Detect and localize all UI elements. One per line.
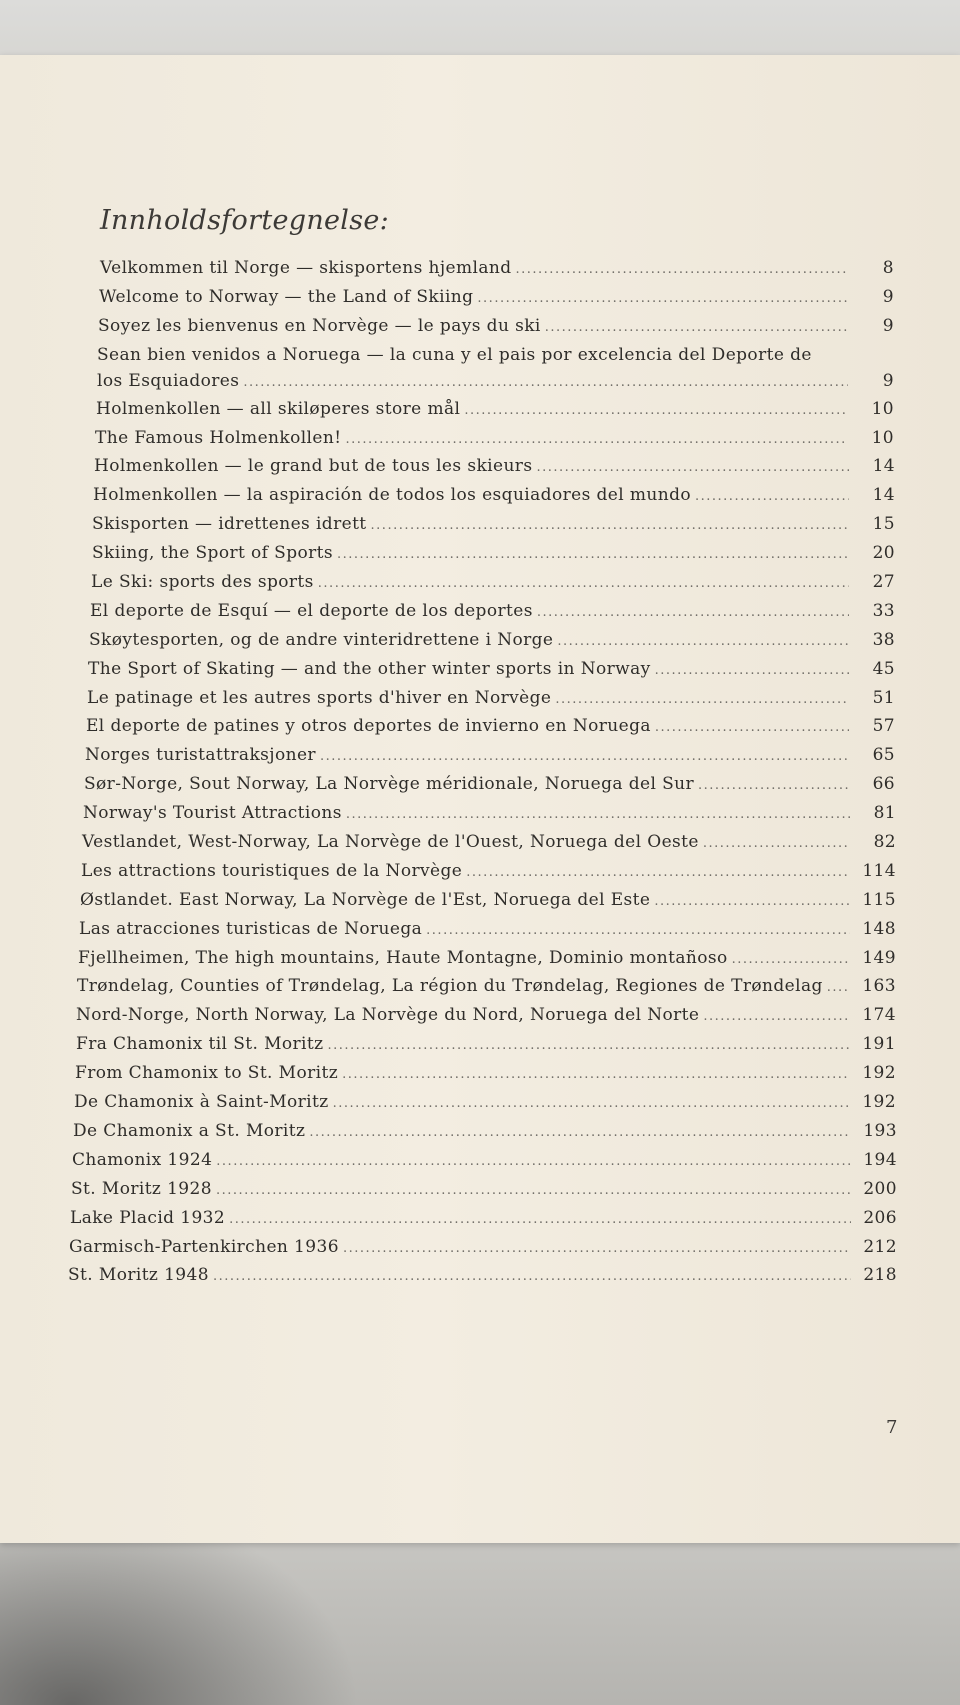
- toc-entry-label: Chamonix 1924: [72, 1149, 213, 1170]
- toc-entry-page: 10: [871, 398, 894, 419]
- toc-entry-page: 192: [862, 1063, 896, 1084]
- toc-entry-page: 193: [863, 1120, 897, 1141]
- toc-entry: [0, 948, 960, 977]
- toc-entry: [0, 1092, 960, 1121]
- toc-entry-page: 82: [873, 832, 896, 853]
- leader-dots: [346, 807, 850, 822]
- toc-entry: [0, 1179, 960, 1208]
- leader-dots: [466, 865, 850, 880]
- toc-entry-page: 65: [872, 745, 895, 766]
- toc-entry-label: Lake Placid 1932: [70, 1207, 226, 1228]
- toc-entry: [0, 485, 960, 514]
- leader-dots: [555, 692, 849, 707]
- leader-dots: [213, 1269, 851, 1284]
- toc-entry: [0, 1208, 960, 1237]
- toc-entry: [0, 919, 960, 948]
- leader-dots: [655, 663, 849, 678]
- toc-entry-label: Fjellheimen, The high mountains, Haute Montagne, Dominio montañoso: [78, 947, 728, 968]
- toc-entry-page: 9: [882, 370, 894, 391]
- toc-entry-page: 191: [862, 1034, 896, 1055]
- toc-entry-label: St. Moritz 1948: [68, 1265, 209, 1286]
- toc-entry-page: 194: [863, 1149, 897, 1170]
- toc-entry: [0, 1150, 960, 1179]
- leader-dots: [309, 1125, 851, 1140]
- leader-dots: [216, 1183, 851, 1198]
- toc-entry: [0, 514, 960, 543]
- leader-dots: [827, 980, 850, 995]
- book-page: [0, 55, 960, 1543]
- leader-dots: [345, 432, 848, 447]
- toc-entry-page: 33: [872, 600, 895, 621]
- toc-entry: [0, 745, 960, 774]
- toc-entry-label: Velkommen til Norge — skisportens hjemland: [100, 258, 512, 278]
- toc-entry-page: 192: [862, 1092, 896, 1113]
- toc-entry: [0, 716, 960, 745]
- table-of-contents: [0, 258, 960, 1294]
- leader-dots: [477, 291, 848, 306]
- toc-entry-page: 200: [863, 1178, 897, 1199]
- toc-entry-page: 57: [872, 716, 895, 737]
- toc-entry-page: 51: [872, 687, 895, 708]
- leader-dots: [654, 894, 850, 909]
- toc-entry-page: 27: [872, 572, 895, 593]
- leader-dots: [243, 375, 848, 390]
- toc-entry-label: Sean bien venidos a Noruega — la cuna y el pais por excelencia del Deporte de: [97, 344, 812, 365]
- toc-entry-label: Norges turistattraksjoner: [85, 745, 316, 766]
- toc-entry-page: 10: [871, 427, 894, 448]
- toc-entry-label: Skiing, the Sport of Sports: [92, 543, 334, 564]
- toc-entry: [0, 1034, 960, 1063]
- toc-entry-page: 20: [872, 543, 895, 564]
- toc-entry-label: Le patinage et les autres sports d'hiver en Norvège: [87, 687, 552, 708]
- toc-entry: [0, 630, 960, 659]
- toc-entry-page: 8: [882, 258, 894, 278]
- toc-entry-label: Holmenkollen — le grand but de tous les skieurs: [94, 456, 533, 477]
- toc-entry-page: 81: [873, 803, 896, 824]
- toc-entry-label-continued: los Esquiadores: [97, 370, 240, 391]
- toc-entry-label: From Chamonix to St. Moritz: [75, 1063, 339, 1084]
- toc-entry-label: Nord-Norge, North Norway, La Norvège du Nord, Noruega del Norte: [76, 1005, 700, 1026]
- leader-dots: [327, 1038, 850, 1053]
- toc-entry-page: 66: [872, 774, 895, 795]
- toc-entry: [0, 543, 960, 572]
- leader-dots: [426, 923, 850, 938]
- leader-dots: [318, 576, 849, 591]
- toc-entry-label: St. Moritz 1928: [71, 1178, 212, 1199]
- leader-dots: [536, 460, 849, 475]
- toc-entry-page: 9: [882, 286, 894, 307]
- toc-entry-page: 115: [862, 889, 896, 910]
- toc-entry-label: Vestlandet, West-Norway, La Norvège de l'Ouest, Noruega del Oeste: [82, 832, 699, 853]
- leader-dots: [229, 1212, 851, 1227]
- toc-entry-label: Holmenkollen — all skiløperes store mål: [96, 398, 461, 419]
- toc-entry: [0, 258, 960, 287]
- leader-dots: [343, 1241, 851, 1256]
- toc-entry-label: Les attractions touristiques de la Norvège: [81, 860, 463, 881]
- toc-entry: [0, 1063, 960, 1092]
- toc-entry: [0, 1265, 960, 1294]
- page-number: 7: [886, 1417, 898, 1438]
- leader-dots: [516, 262, 848, 277]
- toc-entry-page: 174: [862, 1005, 896, 1026]
- toc-entry: [0, 572, 960, 601]
- toc-entry-page: 114: [862, 860, 896, 881]
- toc-entry-label: Østlandet. East Norway, La Norvège de l'Est, Noruega del Este: [80, 889, 651, 910]
- toc-entry: [0, 803, 960, 832]
- toc-entry-label: El deporte de patines y otros deportes de invierno en Noruega: [86, 716, 651, 737]
- leader-dots: [371, 518, 849, 533]
- leader-dots: [703, 836, 850, 851]
- toc-entry: [0, 601, 960, 630]
- leader-dots: [342, 1067, 850, 1082]
- toc-entry-label: Sør-Norge, Sout Norway, La Norvège méridionale, Noruega del Sur: [84, 774, 695, 795]
- toc-entry: [0, 774, 960, 803]
- toc-entry-page: 149: [862, 947, 896, 968]
- toc-entry-page: 212: [863, 1236, 897, 1257]
- leader-dots: [695, 489, 849, 504]
- toc-entry-label: The Sport of Skating — and the other winter sports in Norway: [88, 658, 651, 679]
- toc-entry-label: Skøytesporten, og de andre vinteridrettene i Norge: [89, 629, 554, 650]
- toc-entry: [0, 976, 960, 1005]
- toc-entry-label: Garmisch-Partenkirchen 1936: [69, 1236, 339, 1257]
- leader-dots: [557, 634, 849, 649]
- leader-dots: [337, 547, 849, 562]
- leader-dots: [320, 749, 849, 764]
- toc-entry-label: El deporte de Esquí — el deporte de los deportes: [90, 600, 533, 621]
- leader-dots: [732, 952, 850, 967]
- toc-entry: [0, 1005, 960, 1034]
- toc-title: Innholdsfortegnelse:: [100, 205, 390, 236]
- toc-entry: [0, 399, 960, 428]
- toc-entry-page: 15: [872, 514, 895, 535]
- toc-entry: [0, 1237, 960, 1266]
- toc-entry-label: Fra Chamonix til St. Moritz: [76, 1034, 324, 1055]
- toc-entry-label: Soyez les bienvenus en Norvège — le pays du ski: [98, 315, 541, 336]
- leader-dots: [333, 1096, 850, 1111]
- toc-entry-page: 38: [872, 629, 895, 650]
- toc-entry-page: 9: [882, 315, 894, 336]
- toc-entry-page: 14: [872, 456, 895, 477]
- leader-dots: [216, 1154, 851, 1169]
- leader-dots: [655, 720, 849, 735]
- toc-entry: [0, 287, 960, 316]
- toc-entry-page: 163: [862, 976, 896, 997]
- toc-entry-page: 45: [872, 658, 895, 679]
- toc-entry: [0, 861, 960, 890]
- toc-entry-page: 14: [872, 485, 895, 506]
- leader-dots: [703, 1009, 850, 1024]
- toc-entry: [0, 428, 960, 457]
- toc-entry-label: Trøndelag, Counties of Trøndelag, La région du Trøndelag, Regiones de Trøndelag: [77, 976, 823, 997]
- toc-entry-page: 148: [862, 918, 896, 939]
- leader-dots: [464, 403, 848, 418]
- toc-entry-label: Le Ski: sports des sports: [91, 572, 314, 593]
- toc-entry-page: 206: [863, 1207, 897, 1228]
- leader-dots: [698, 778, 849, 793]
- toc-entry: [0, 659, 960, 688]
- toc-entry-label: De Chamonix a St. Moritz: [73, 1120, 306, 1141]
- toc-entry: [0, 345, 960, 399]
- toc-entry: [0, 890, 960, 919]
- toc-entry-label: Holmenkollen — la aspiración de todos los esquiadores del mundo: [93, 485, 692, 506]
- toc-entry-label: The Famous Holmenkollen!: [95, 427, 342, 448]
- toc-entry: [0, 456, 960, 485]
- toc-entry: [0, 316, 960, 345]
- toc-entry-label: Skisporten — idrettenes idrett: [92, 514, 367, 535]
- toc-entry: [0, 832, 960, 861]
- toc-entry-label: Welcome to Norway — the Land of Skiing: [99, 286, 474, 307]
- leader-dots: [545, 320, 848, 335]
- toc-entry: [0, 1121, 960, 1150]
- leader-dots: [537, 605, 849, 620]
- toc-entry-label: De Chamonix à Saint-Moritz: [74, 1092, 329, 1113]
- toc-entry-label: Las atracciones turisticas de Noruega: [79, 918, 423, 939]
- toc-entry-page: 218: [863, 1265, 897, 1286]
- toc-entry-label: Norway's Tourist Attractions: [83, 803, 342, 824]
- toc-entry: [0, 688, 960, 717]
